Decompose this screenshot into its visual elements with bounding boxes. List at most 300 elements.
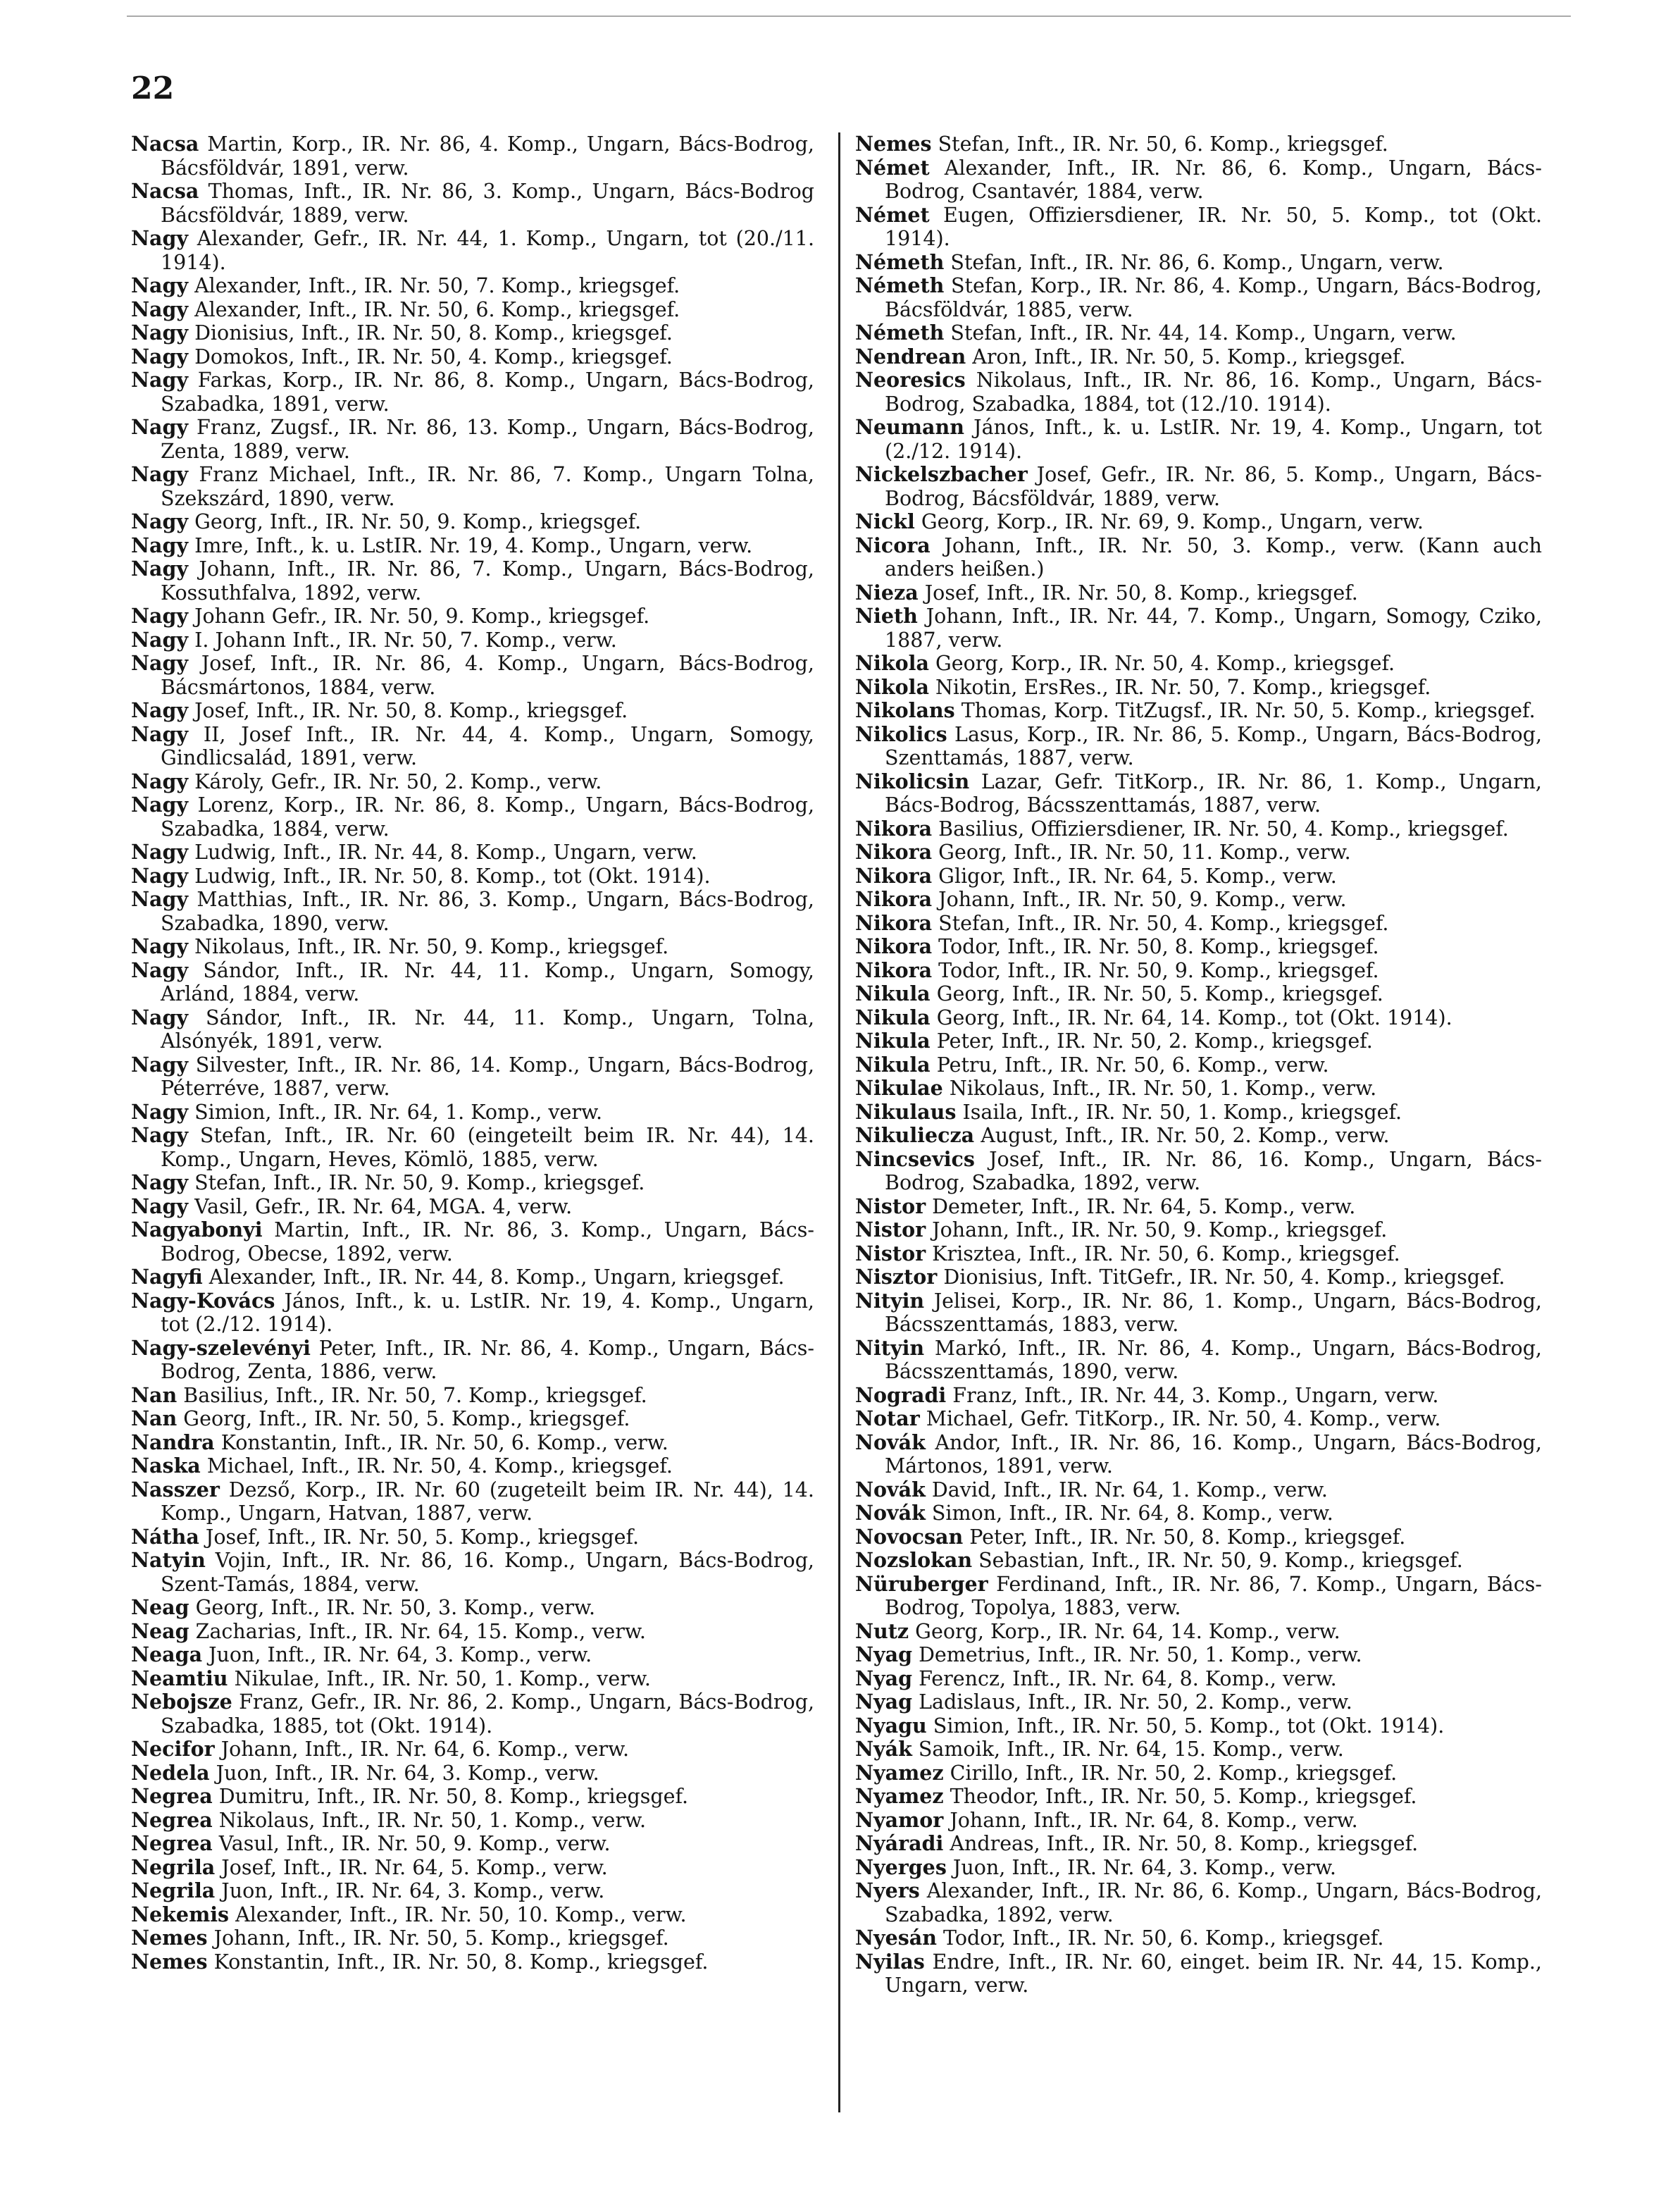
entry-details: Georg, Inft., IR. Nr. 64, 14. Komp., tot (Okt. 1914). — [930, 1005, 1452, 1029]
list-entry — [855, 676, 1542, 700]
entry-details: Stefan, Inft., IR. Nr. 60 (eingeteilt beim IR. Nr. 44), 14. Komp., Ungarn, Heves, Kömlö, 1885, verw. — [161, 1124, 814, 1171]
entry-surname: Nagy — [131, 273, 189, 297]
entry-surname: Nedela — [131, 1760, 210, 1785]
list-entry — [855, 1077, 1542, 1101]
list-entry — [131, 416, 814, 463]
list-entry — [855, 723, 1542, 770]
entry-surname: Nagy — [131, 722, 189, 746]
entry-details: Johann Gefr., IR. Nr. 50, 9. Komp., kriegsgef. — [188, 605, 650, 628]
entry-surname: Nan — [131, 1406, 178, 1430]
entry-surname: Negrila — [131, 1855, 216, 1879]
entry-surname: Nikora — [855, 863, 933, 888]
list-entry — [131, 1431, 814, 1455]
entry-surname: Nagy — [131, 1123, 189, 1147]
list-entry — [131, 1478, 814, 1525]
list-entry — [131, 1738, 814, 1762]
entry-surname: Nieza — [855, 580, 919, 605]
entry-surname: Nyerges — [855, 1855, 947, 1879]
list-entry — [131, 1856, 814, 1880]
entry-details: Basilius, Offiziersdiener, IR. Nr. 50, 4. Komp., kriegsgef. — [932, 817, 1509, 841]
list-entry — [855, 1620, 1542, 1644]
entry-details: Alexander, Inft., IR. Nr. 86, 6. Komp., Ungarn, Bács-Bodrog, Szabadka, 1892, verw. — [885, 1879, 1542, 1926]
entry-surname: Nagy — [131, 698, 189, 722]
entry-surname: Nyilas — [855, 1949, 925, 1974]
entry-surname: Nikora — [855, 840, 933, 864]
entry-details: David, Inft., IR. Nr. 64, 1. Komp., verw. — [925, 1478, 1328, 1502]
list-entry — [131, 841, 814, 865]
entry-details: Ferdinand, Inft., IR. Nr. 86, 7. Komp., Ungarn, Bács-Bodrog, Topolya, 1883, verw. — [885, 1572, 1542, 1619]
list-entry — [131, 1950, 814, 1974]
entry-surname: Nikola — [855, 674, 929, 699]
entry-details: Krisztea, Inft., IR. Nr. 50, 6. Komp., kriegsgef. — [926, 1242, 1400, 1265]
entry-details: Juon, Inft., IR. Nr. 64, 3. Komp., verw. — [215, 1879, 605, 1902]
entry-details: Thomas, Inft., IR. Nr. 86, 3. Komp., Ungarn, Bács-Bodrog Bácsföldvár, 1889, verw. — [161, 180, 814, 227]
entry-details: Stefan, Inft., IR. Nr. 86, 6. Komp., Ungarn, verw. — [944, 250, 1444, 274]
list-entry — [855, 1856, 1542, 1880]
entry-surname: Nemes — [131, 1926, 208, 1950]
entry-surname: Nagy — [131, 840, 189, 864]
list-entry — [131, 1053, 814, 1101]
entry-details: Demetrius, Inft., IR. Nr. 50, 1. Komp., verw. — [912, 1643, 1362, 1666]
list-entry — [131, 1832, 814, 1856]
entry-surname: Nagy — [131, 368, 189, 392]
entry-surname: Nagy — [131, 297, 189, 321]
list-entry — [131, 1525, 814, 1549]
entry-surname: Nikula — [855, 1029, 931, 1053]
entry-details: Alexander, Inft., IR. Nr. 50, 10. Komp., verw. — [229, 1902, 687, 1926]
list-entry — [131, 699, 814, 723]
entry-details: Károly, Gefr., IR. Nr. 50, 2. Komp., verw. — [188, 769, 602, 793]
entry-surname: Nikulae — [855, 1076, 943, 1100]
list-entry — [855, 581, 1542, 605]
entry-surname: Negrea — [131, 1784, 213, 1808]
entry-details: Theodor, Inft., IR. Nr. 50, 5. Komp., kriegsgef. — [943, 1785, 1417, 1808]
entry-details: Konstantin, Inft., IR. Nr. 50, 6. Komp., verw. — [214, 1430, 668, 1454]
entry-surname: Nan — [131, 1382, 178, 1407]
entry-surname: Nagy — [131, 651, 189, 675]
list-entry — [131, 1809, 814, 1833]
entry-details: Stefan, Inft., IR. Nr. 50, 4. Komp., kriegsgef. — [932, 911, 1389, 935]
entry-surname: Nyáradi — [855, 1831, 944, 1855]
list-entry — [855, 1384, 1542, 1408]
entry-details: II, Josef Inft., IR. Nr. 44, 4. Komp., Ungarn, Somogy, Gindlicsalád, 1891, verw. — [161, 722, 814, 769]
entry-details: Georg, Korp., IR. Nr. 50, 4. Komp., kriegsgef. — [928, 652, 1395, 675]
entry-details: Johann, Inft., IR. Nr. 50, 5. Komp., kriegsgef. — [207, 1926, 669, 1950]
column-divider — [838, 132, 840, 2112]
entry-details: Martin, Korp., IR. Nr. 86, 4. Komp., Ungarn, Bács-Bodrog, Bácsföldvár, 1891, verw. — [161, 132, 814, 180]
list-entry — [855, 132, 1542, 156]
entry-surname: Negrila — [131, 1878, 216, 1902]
list-entry — [131, 1667, 814, 1691]
entry-details: Basilius, Inft., IR. Nr. 50, 7. Komp., kriegsgef. — [177, 1383, 647, 1407]
entry-details: Stefan, Inft., IR. Nr. 44, 14. Komp., Ungarn, verw. — [944, 321, 1457, 345]
entry-details: János, Inft., k. u. LstIR. Nr. 19, 4. Komp., Ungarn, tot (2./12. 1914). — [161, 1289, 814, 1336]
list-entry — [131, 1643, 814, 1667]
entry-surname: Neoresics — [855, 368, 966, 392]
entry-details: Georg, Inft., IR. Nr. 50, 9. Komp., kriegsgef. — [188, 510, 642, 533]
entry-details: Alexander, Inft., IR. Nr. 50, 7. Komp., kriegsgef. — [188, 274, 680, 297]
entry-details: Peter, Inft., IR. Nr. 50, 2. Komp., kriegsgef. — [930, 1029, 1373, 1053]
entry-surname: Németh — [855, 321, 945, 345]
entry-surname: Nagy — [131, 863, 189, 888]
entry-details: Johann, Inft., IR. Nr. 64, 6. Komp., verw. — [214, 1738, 630, 1761]
entry-details: Ladislaus, Inft., IR. Nr. 50, 2. Komp., verw. — [912, 1690, 1352, 1714]
list-entry — [855, 1242, 1542, 1266]
list-entry — [855, 699, 1542, 723]
entry-surname: Nikora — [855, 958, 933, 982]
entry-details: Johann, Inft., IR. Nr. 64, 8. Komp., verw. — [943, 1808, 1358, 1832]
list-entry — [855, 321, 1542, 345]
entry-details: Peter, Inft., IR. Nr. 50, 8. Komp., kriegsgef. — [963, 1525, 1406, 1549]
entry-surname: Nyag — [855, 1690, 913, 1714]
entry-surname: Novák — [855, 1477, 926, 1502]
entry-details: Zacharias, Inft., IR. Nr. 64, 15. Komp., verw. — [189, 1619, 646, 1643]
entry-surname: Németh — [855, 249, 945, 274]
list-entry — [855, 1053, 1542, 1077]
entry-details: Lorenz, Korp., IR. Nr. 86, 8. Komp., Ungarn, Bács-Bodrog, Szabadka, 1884, verw. — [161, 793, 814, 841]
list-entry — [855, 1337, 1542, 1384]
entry-surname: Nistor — [855, 1194, 926, 1218]
list-entry — [131, 959, 814, 1006]
list-entry — [131, 534, 814, 558]
list-entry — [131, 1265, 814, 1289]
entry-surname: Nagy — [131, 604, 189, 628]
entry-surname: Nikolans — [855, 698, 955, 722]
entry-details: Georg, Korp., IR. Nr. 64, 14. Komp., verw. — [909, 1619, 1340, 1643]
list-entry — [855, 510, 1542, 534]
entry-details: Josef, Inft., IR. Nr. 86, 4. Komp., Ungarn, Bács-Bodrog, Bácsmártonos, 1884, verw. — [161, 652, 814, 699]
entry-details: Markó, Inft., IR. Nr. 86, 4. Komp., Ungarn, Bács-Bodrog, Bácsszenttamás, 1890, verw. — [885, 1336, 1542, 1383]
entry-details: Franz, Inft., IR. Nr. 44, 3. Komp., Ungarn, verw. — [946, 1383, 1439, 1407]
entry-surname: Nagy — [131, 344, 189, 369]
entry-surname: Nátha — [131, 1524, 199, 1549]
list-entry — [855, 1690, 1542, 1714]
entry-surname: Nacsa — [131, 132, 199, 156]
page-top-edge — [127, 16, 1571, 17]
list-entry — [131, 1407, 814, 1431]
entry-surname: Neumann — [855, 415, 964, 439]
list-entry — [131, 1596, 814, 1620]
list-entry — [131, 1006, 814, 1053]
entry-surname: Nagy — [131, 557, 189, 581]
entry-details: Alexander, Inft., IR. Nr. 86, 6. Komp., Ungarn, Bács-Bodrog, Csantavér, 1884, verw. — [885, 156, 1542, 203]
entry-details: János, Inft., k. u. LstIR. Nr. 19, 4. Komp., Ungarn, tot (2./12. 1914). — [885, 416, 1542, 463]
entry-details: Matthias, Inft., IR. Nr. 86, 3. Komp., Ungarn, Bács-Bodrog, Szabadka, 1890, verw. — [161, 888, 814, 935]
entry-surname: Natyin — [131, 1548, 206, 1572]
entry-surname: Nyagu — [855, 1713, 927, 1738]
entry-surname: Nikora — [855, 816, 933, 841]
list-entry — [131, 1171, 814, 1195]
entry-details: Martin, Inft., IR. Nr. 86, 3. Komp., Ungarn, Bács-Bodrog, Obecse, 1892, verw. — [161, 1218, 814, 1265]
entry-surname: Nagy — [131, 1194, 189, 1218]
entry-details: Ludwig, Inft., IR. Nr. 50, 8. Komp., tot (Okt. 1914). — [188, 864, 711, 888]
entry-details: Dumitru, Inft., IR. Nr. 50, 8. Komp., kriegsgef. — [212, 1785, 689, 1808]
list-entry — [131, 1101, 814, 1125]
list-entry — [855, 274, 1542, 321]
entry-surname: Nikolicsin — [855, 769, 970, 793]
entry-surname: Novák — [855, 1430, 926, 1454]
entry-surname: Notar — [855, 1406, 920, 1430]
entry-details: Vasul, Inft., IR. Nr. 50, 9. Komp., verw. — [212, 1832, 611, 1855]
entry-surname: Nendrean — [855, 344, 966, 369]
list-entry — [855, 1029, 1542, 1053]
entry-details: August, Inft., IR. Nr. 50, 2. Komp., verw. — [974, 1124, 1390, 1147]
entry-details: Dezső, Korp., IR. Nr. 60 (zugeteilt beim IR. Nr. 44), 14. Komp., Ungarn, Hatvan, 1887, verw. — [161, 1478, 814, 1525]
list-entry — [855, 204, 1542, 251]
list-entry — [855, 1879, 1542, 1926]
entry-details: Isaila, Inft., IR. Nr. 50, 1. Komp., kriegsgef. — [956, 1100, 1402, 1124]
entry-details: Josef, Inft., IR. Nr. 64, 5. Komp., verw. — [215, 1855, 608, 1879]
list-entry — [131, 227, 814, 274]
list-entry — [855, 817, 1542, 841]
entry-details: Simion, Inft., IR. Nr. 50, 5. Komp., tot (Okt. 1914). — [926, 1714, 1445, 1738]
entry-details: Sebastian, Inft., IR. Nr. 50, 9. Komp., kriegsgef. — [972, 1549, 1463, 1572]
list-entry — [131, 463, 814, 510]
entry-details: Nikotin, ErsRes., IR. Nr. 50, 7. Komp., kriegsgef. — [928, 675, 1431, 699]
list-entry — [855, 1549, 1542, 1573]
entry-surname: Nekemis — [131, 1902, 230, 1926]
entry-details: Josef, Inft., IR. Nr. 50, 5. Komp., kriegsgef. — [199, 1525, 640, 1549]
entry-details: Farkas, Korp., IR. Nr. 86, 8. Komp., Ungarn, Bács-Bodrog, Szabadka, 1891, verw. — [161, 369, 814, 416]
entry-details: Johann, Inft., IR. Nr. 50, 3. Komp., verw. (Kann auch anders heißen.) — [885, 533, 1542, 581]
list-entry — [131, 180, 814, 227]
entry-details: Gligor, Inft., IR. Nr. 64, 5. Komp., verw. — [932, 864, 1337, 888]
entry-surname: Nickl — [855, 509, 915, 533]
entry-details: Juon, Inft., IR. Nr. 64, 3. Komp., verw. — [946, 1855, 1336, 1879]
entry-surname: Német — [855, 155, 930, 180]
entry-details: Georg, Inft., IR. Nr. 50, 11. Komp., verw. — [932, 841, 1351, 864]
entry-details: Sándor, Inft., IR. Nr. 44, 11. Komp., Ungarn, Somogy, Arlánd, 1884, verw. — [161, 958, 814, 1005]
list-entry — [855, 1407, 1542, 1431]
entry-surname: Nieth — [855, 604, 918, 628]
entry-details: Stefan, Inft., IR. Nr. 50, 9. Komp., kriegsgef. — [188, 1171, 645, 1194]
list-entry — [131, 935, 814, 959]
entry-details: Peter, Inft., IR. Nr. 86, 4. Komp., Ungarn, Bács-Bodrog, Zenta, 1886, verw. — [161, 1336, 814, 1383]
list-entry — [131, 605, 814, 629]
list-entry — [131, 274, 814, 298]
entry-details: Silvester, Inft., IR. Nr. 86, 14. Komp., Ungarn, Bács-Bodrog, Péterréve, 1887, verw. — [161, 1053, 814, 1100]
entry-surname: Neaga — [131, 1642, 203, 1666]
entry-surname: Nagy — [131, 509, 189, 533]
entry-details: Johann, Inft., IR. Nr. 44, 7. Komp., Ungarn, Somogy, Cziko, 1887, verw. — [885, 605, 1542, 652]
list-entry — [855, 865, 1542, 889]
entry-surname: Nyák — [855, 1737, 912, 1761]
list-entry — [855, 1502, 1542, 1525]
entry-details: Lasus, Korp., IR. Nr. 86, 5. Komp., Ungarn, Bács-Bodrog, Szenttamás, 1887, verw. — [885, 722, 1542, 769]
entry-details: Cirillo, Inft., IR. Nr. 50, 2. Komp., kriegsgef. — [943, 1761, 1398, 1785]
list-entry — [131, 1124, 814, 1171]
entry-details: Ferencz, Inft., IR. Nr. 64, 8. Komp., verw. — [912, 1666, 1337, 1690]
entry-details: Simion, Inft., IR. Nr. 64, 1. Komp., verw. — [188, 1100, 603, 1124]
list-entry — [131, 1879, 814, 1903]
entry-surname: Nyamez — [855, 1760, 944, 1785]
entry-surname: Necifor — [131, 1737, 215, 1761]
entry-details: Josef, Inft., IR. Nr. 86, 16. Komp., Ungarn, Bács-Bodrog, Szabadka, 1892, verw. — [885, 1147, 1542, 1194]
entry-surname: Nyers — [855, 1878, 920, 1902]
entry-surname: Nikula — [855, 1052, 931, 1077]
entry-surname: Nagy — [131, 462, 189, 486]
entry-surname: Nagy — [131, 627, 189, 652]
list-entry — [131, 132, 814, 180]
entry-surname: Nikula — [855, 1005, 931, 1029]
entry-surname: Nyag — [855, 1642, 913, 1666]
list-entry — [131, 1762, 814, 1785]
entry-surname: Naska — [131, 1454, 201, 1478]
entry-surname: Nandra — [131, 1430, 215, 1454]
list-entry — [131, 1549, 814, 1596]
list-entry — [855, 1218, 1542, 1242]
entry-details: Imre, Inft., k. u. LstIR. Nr. 19, 4. Komp., Ungarn, verw. — [188, 533, 753, 557]
entry-surname: Nikora — [855, 934, 933, 958]
list-entry — [855, 1124, 1542, 1148]
list-entry — [131, 770, 814, 794]
entry-surname: Neag — [131, 1618, 189, 1643]
list-entry — [131, 298, 814, 322]
entry-surname: Nagy — [131, 1005, 189, 1029]
entry-details: Todor, Inft., IR. Nr. 50, 8. Komp., kriegsgef. — [932, 935, 1379, 958]
entry-surname: Nogradi — [855, 1382, 947, 1407]
entry-details: Samoik, Inft., IR. Nr. 64, 15. Komp., verw. — [911, 1738, 1344, 1761]
entry-surname: Nagy — [131, 958, 189, 982]
list-entry — [855, 1785, 1542, 1809]
list-entry — [855, 1714, 1542, 1738]
entry-surname: Nagy — [131, 769, 189, 793]
list-entry — [855, 416, 1542, 463]
entry-details: Alexander, Inft., IR. Nr. 44, 8. Komp., Ungarn, kriegsgef. — [202, 1265, 785, 1289]
list-entry — [855, 1525, 1542, 1549]
entry-surname: Nagy — [131, 934, 189, 958]
entry-details: Franz, Gefr., IR. Nr. 86, 2. Komp., Ungarn, Bács-Bodrog, Szabadka, 1885, tot (Okt. 1914). — [161, 1690, 814, 1738]
list-entry — [855, 1573, 1542, 1620]
entry-surname: Nyamez — [855, 1784, 944, 1808]
entry-surname: Nagy — [131, 1170, 189, 1194]
list-entry — [131, 888, 814, 935]
entry-details: Alexander, Gefr., IR. Nr. 44, 1. Komp., Ungarn, tot (20./11. 1914). — [161, 227, 814, 274]
entry-surname: Nagy-Kovács — [131, 1288, 275, 1313]
list-entry — [131, 652, 814, 699]
entry-details: Alexander, Inft., IR. Nr. 50, 6. Komp., kriegsgef. — [188, 297, 680, 321]
entry-surname: Nyamor — [855, 1807, 944, 1832]
entry-surname: Nyag — [855, 1666, 913, 1690]
entry-details: Thomas, Korp. TitZugsf., IR. Nr. 50, 5. Komp., kriegsgef. — [954, 699, 1536, 722]
entry-surname: Nasszer — [131, 1477, 220, 1502]
entry-surname: Nistor — [855, 1218, 926, 1242]
entry-details: Johann, Inft., IR. Nr. 50, 9. Komp., kriegsgef. — [926, 1218, 1388, 1242]
entry-surname: Negrea — [131, 1807, 213, 1832]
entry-surname: Nemes — [855, 132, 932, 156]
list-entry — [855, 841, 1542, 865]
entry-details: Lazar, Gefr. TitKorp., IR. Nr. 86, 1. Komp., Ungarn, Bács-Bodrog, Bácsszenttamás, 1887, verw. — [885, 769, 1542, 817]
list-entry — [855, 1431, 1542, 1478]
list-entry — [131, 865, 814, 889]
entry-surname: Nagy — [131, 533, 189, 557]
list-entry — [131, 510, 814, 534]
entry-details: Aron, Inft., IR. Nr. 50, 5. Komp., kriegsgef. — [966, 345, 1406, 369]
list-entry — [131, 1454, 814, 1478]
list-entry — [855, 935, 1542, 959]
entry-details: Vasil, Gefr., IR. Nr. 64, MGA. 4, verw. — [188, 1194, 573, 1218]
entry-surname: Nikola — [855, 651, 929, 675]
list-entry — [131, 345, 814, 369]
list-entry — [131, 629, 814, 652]
entry-surname: Nicora — [855, 533, 931, 557]
list-entry — [855, 1832, 1542, 1856]
list-entry — [855, 605, 1542, 652]
entry-details: Michael, Gefr. TitKorp., IR. Nr. 50, 4. Komp., verw. — [919, 1407, 1441, 1430]
list-entry — [855, 1738, 1542, 1762]
list-entry — [131, 321, 814, 345]
entry-surname: Novák — [855, 1501, 926, 1525]
list-entry — [855, 912, 1542, 936]
list-entry — [855, 982, 1542, 1006]
entry-surname: Németh — [855, 273, 945, 297]
entry-surname: Nityin — [855, 1335, 925, 1360]
entry-surname: Nemes — [131, 1949, 208, 1974]
list-entry — [131, 1218, 814, 1265]
entry-details: Konstantin, Inft., IR. Nr. 50, 8. Komp., kriegsgef. — [207, 1950, 709, 1974]
list-entry — [855, 1809, 1542, 1833]
entry-details: Johann, Inft., IR. Nr. 86, 7. Komp., Ungarn, Bács-Bodrog, Kossuthfalva, 1892, verw. — [161, 557, 814, 605]
list-entry — [855, 369, 1542, 416]
entry-details: Domokos, Inft., IR. Nr. 50, 4. Komp., kriegsgef. — [188, 345, 673, 369]
entry-details: Georg, Inft., IR. Nr. 50, 5. Komp., kriegsgef. — [177, 1407, 630, 1430]
entry-details: Jelisei, Korp., IR. Nr. 86, 1. Komp., Ungarn, Bács-Bodrog, Bácsszenttamás, 1883, verw. — [885, 1289, 1542, 1336]
entry-surname: Nagy-szelevényi — [131, 1335, 311, 1360]
entry-surname: Nyesán — [855, 1926, 937, 1950]
list-entry — [131, 793, 814, 841]
list-entry — [855, 534, 1542, 581]
entry-details: Josef, Inft., IR. Nr. 50, 8. Komp., kriegsgef. — [188, 699, 628, 722]
entry-details: Todor, Inft., IR. Nr. 50, 9. Komp., kriegsgef. — [932, 958, 1379, 982]
entry-surname: Nikuliecza — [855, 1123, 975, 1147]
entry-surname: Nikora — [855, 887, 933, 911]
entry-surname: Nagy — [131, 793, 189, 817]
entry-surname: Nagyabonyi — [131, 1218, 263, 1242]
entry-details: Dionisius, Inft. TitGefr., IR. Nr. 50, 4. Komp., kriegsgef. — [937, 1265, 1505, 1289]
entry-details: Nikolaus, Inft., IR. Nr. 50, 1. Komp., verw. — [942, 1077, 1377, 1100]
entry-details: Michael, Inft., IR. Nr. 50, 4. Komp., kriegsgef. — [200, 1454, 673, 1478]
list-entry — [855, 1195, 1542, 1219]
list-entry — [855, 251, 1542, 275]
entry-surname: Nagy — [131, 887, 189, 911]
right-column — [855, 132, 1542, 1998]
entry-details: Vojin, Inft., IR. Nr. 86, 16. Komp., Ungarn, Bács-Bodrog, Szent-Tamás, 1884, verw. — [161, 1549, 814, 1596]
list-entry — [131, 1195, 814, 1219]
entry-surname: Nityin — [855, 1288, 925, 1313]
list-entry — [855, 1926, 1542, 1950]
entry-surname: Nagy — [131, 321, 189, 345]
list-entry — [855, 1101, 1542, 1125]
entry-details: Nikolaus, Inft., IR. Nr. 86, 16. Komp., Ungarn, Bács-Bodrog, Szabadka, 1884, tot (12./10. 1914). — [885, 369, 1542, 416]
list-entry — [855, 1265, 1542, 1289]
entry-surname: Nagy — [131, 1099, 189, 1124]
list-entry — [855, 1667, 1542, 1691]
list-entry — [855, 959, 1542, 983]
list-entry — [855, 770, 1542, 817]
entry-details: Josef, Inft., IR. Nr. 50, 8. Komp., kriegsgef. — [918, 581, 1358, 605]
entry-surname: Novocsan — [855, 1524, 964, 1549]
entry-surname: Neamtiu — [131, 1666, 228, 1690]
entry-surname: Nikolics — [855, 722, 947, 746]
entry-surname: Nozslokan — [855, 1548, 973, 1572]
entry-surname: Nüruberger — [855, 1571, 988, 1596]
entry-surname: Nickelszbacher — [855, 462, 1028, 486]
entry-details: Johann, Inft., IR. Nr. 50, 9. Komp., verw. — [932, 888, 1347, 911]
list-entry — [855, 1478, 1542, 1502]
entry-details: Nikolaus, Inft., IR. Nr. 50, 1. Komp., verw. — [212, 1808, 647, 1832]
list-entry — [855, 1006, 1542, 1030]
list-entry — [131, 1384, 814, 1408]
